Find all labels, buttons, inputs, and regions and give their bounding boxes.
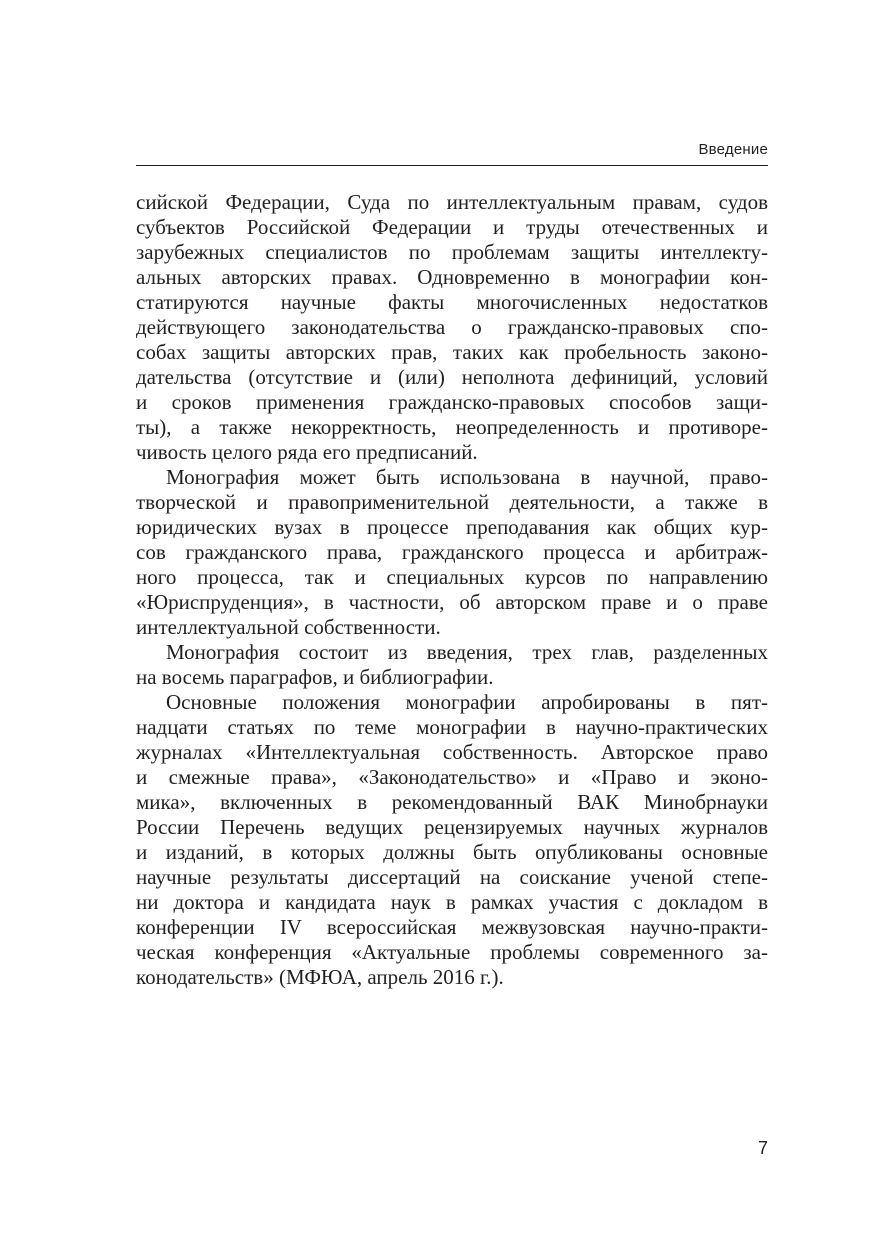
text-line: конференции IV всероссийская межвузовская научно-практи- xyxy=(136,915,768,939)
text-line: научные результаты диссертаций на соискание ученой степе- xyxy=(136,865,768,889)
text-line: мика», включенных в рекомендованный ВАК Минобрнауки xyxy=(136,790,768,814)
text-line: Монография состоит из введения, трех глав, разделенных xyxy=(166,640,768,664)
text-line: России Перечень ведущих рецензируемых научных журналов xyxy=(136,815,768,839)
text-line: действующего законодательства о гражданско-правовых спо- xyxy=(136,315,768,339)
text-line: дательства (отсутствие и (или) неполнота дефиниций, условий xyxy=(136,365,768,389)
text-line: надцати статьях по теме монографии в научно-практических xyxy=(136,715,768,739)
text-line: и смежные права», «Законодательство» и «Право и эконо- xyxy=(136,765,768,789)
text-line: сов гражданского права, гражданского процесса и арбитраж- xyxy=(136,540,768,564)
text-line: Основные положения монографии апробированы в пят- xyxy=(166,690,768,714)
paragraph-2 xyxy=(136,465,768,640)
text-line: юридических вузах в процессе преподавания как общих кур- xyxy=(136,515,768,539)
text-line: чивость целого ряда его предписаний. xyxy=(136,440,478,464)
text-line: ни доктора и кандидата наук в рамках участия с докладом в xyxy=(136,890,768,914)
text-line: конодательств» (МФЮА, апрель 2016 г.). xyxy=(136,965,504,989)
text-line: и сроков применения гражданско-правовых способов защи- xyxy=(136,390,768,414)
text-line: собах защиты авторских прав, таких как пробельность законо- xyxy=(136,340,768,364)
text-line: ческая конференция «Актуальные проблемы современного за- xyxy=(136,940,768,964)
running-head xyxy=(136,138,768,166)
paragraph-3 xyxy=(136,640,768,690)
text-line: и изданий, в которых должны быть опубликованы основные xyxy=(136,840,768,864)
text-line: зарубежных специалистов по проблемам защиты интеллекту- xyxy=(136,240,768,264)
text-line: субъектов Российской Федерации и труды отечественных и xyxy=(136,215,768,239)
text-line: на восемь параграфов, и библиографии. xyxy=(136,665,494,689)
text-line: интеллектуальной собственности. xyxy=(136,615,441,639)
text-line: Монография может быть использована в научной, право- xyxy=(166,465,768,489)
paragraph-4 xyxy=(136,690,768,990)
paragraph-1 xyxy=(136,190,768,465)
text-line: альных авторских правах. Одновременно в монографии кон- xyxy=(136,265,768,289)
text-line: «Юриспруденция», в частности, об авторском праве и о праве xyxy=(136,590,768,614)
text-line: ного процесса, так и специальных курсов по направлению xyxy=(136,565,768,589)
page-body xyxy=(136,190,768,990)
text-line: творческой и правоприменительной деятельности, а также в xyxy=(136,490,768,514)
running-head-title: Введение xyxy=(698,141,768,158)
text-line: статируются научные факты многочисленных недостатков xyxy=(136,290,768,314)
text-line: ты), а также некорректность, неопределенность и противоре- xyxy=(136,415,768,439)
text-line: журналах «Интеллектуальная собственность. Авторское право xyxy=(136,740,768,764)
page-number: 7 xyxy=(757,1138,768,1158)
text-line: сийской Федерации, Суда по интеллектуальным правам, судов xyxy=(136,190,768,214)
